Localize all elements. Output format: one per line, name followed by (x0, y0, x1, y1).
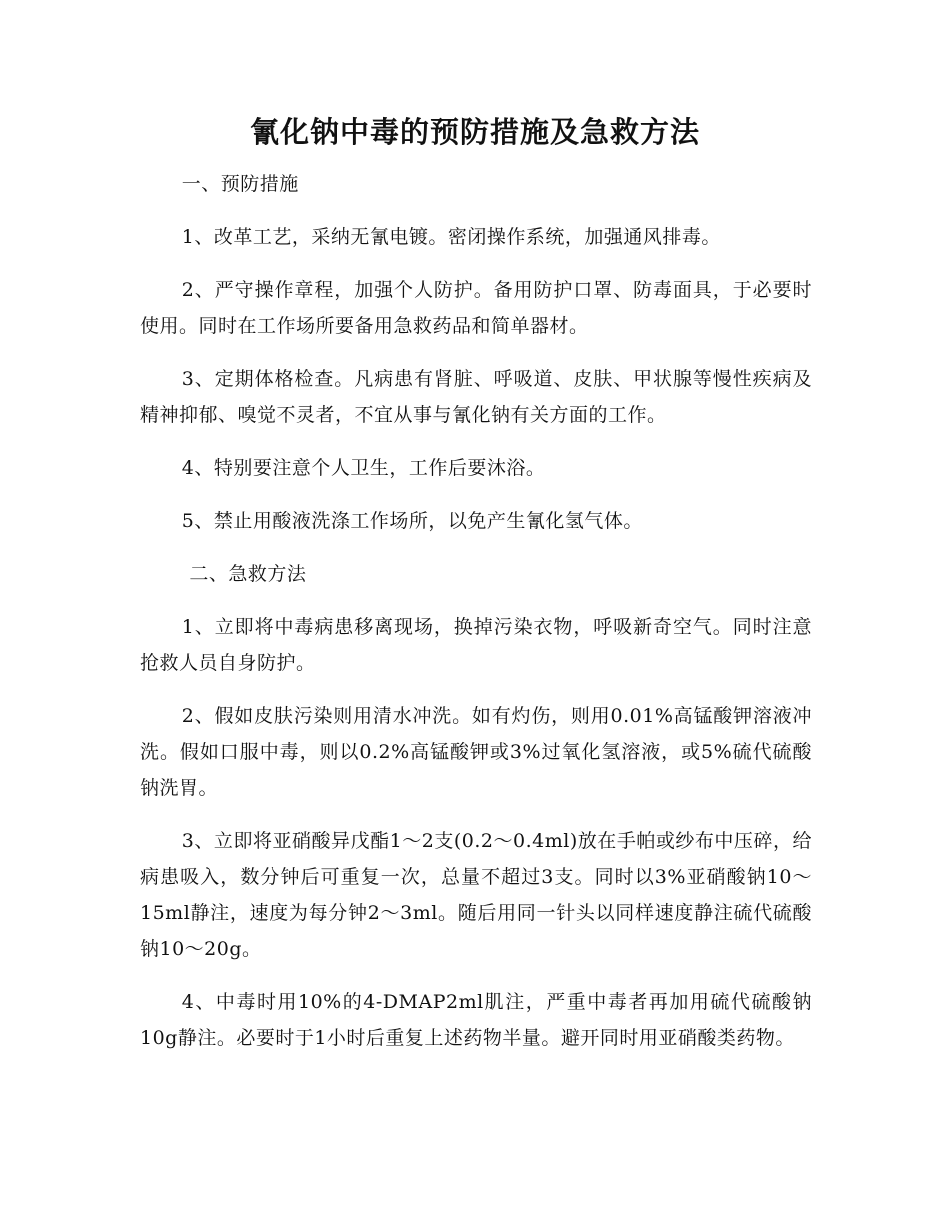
first-aid-item-4: 4、中毒时用10%的4-DMAP2ml肌注，严重中毒者再加用硫代硫酸钠10g静注。必要时于1小时后重复上述药物半量。避开同时用亚硝酸类药物。 (140, 991, 812, 1049)
first-aid-item-2: 2、假如皮肤污染则用清水冲洗。如有灼伤，则用0.01%高锰酸钾溶液冲洗。假如口服中毒，则以0.2%高锰酸钾或3%过氧化氢溶液，或5%硫代硫酸钠洗胃。 (140, 705, 812, 799)
first-aid-item-1: 1、立即将中毒病患移离现场，换掉污染衣物，呼吸新奇空气。同时注意抢救人员自身防护。 (140, 616, 812, 674)
prevention-item-2: 2、严守操作章程，加强个人防护。备用防护口罩、防毒面具，于必要时使用。同时在工作场所要备用急救药品和简单器材。 (140, 279, 812, 337)
prevention-item-5: 5、禁止用酸液洗涤工作场所，以免产生氰化氢气体。 (181, 510, 643, 532)
section-heading-prevention: 一、预防措施 (181, 173, 299, 195)
first-aid-item-3: 3、立即将亚硝酸异戊酯1～2支(0.2～0.4ml)放在手帕或纱布中压碎，给病患吸入，数分钟后可重复一次，总量不超过3支。同时以3%亚硝酸钠10～15ml静注，速度为每分钟2～3ml。随后用同一针头以同样速度静注硫代硫酸钠10～20g。 (140, 830, 812, 960)
document-body (140, 166, 812, 1056)
document-title: 氰化钠中毒的预防措施及急救方法 (249, 115, 700, 149)
prevention-item-4: 4、特别要注意个人卫生，工作后要沐浴。 (181, 457, 546, 479)
section-heading-first-aid: 二、急救方法 (189, 563, 307, 585)
prevention-item-3: 3、定期体格检查。凡病患有肾脏、呼吸道、皮肤、甲状腺等慢性疾病及精神抑郁、嗅觉不灵者，不宜从事与氰化钠有关方面的工作。 (140, 368, 812, 426)
prevention-item-1: 1、改革工艺，采纳无氰电镀。密闭操作系统，加强通风排毒。 (181, 226, 721, 248)
